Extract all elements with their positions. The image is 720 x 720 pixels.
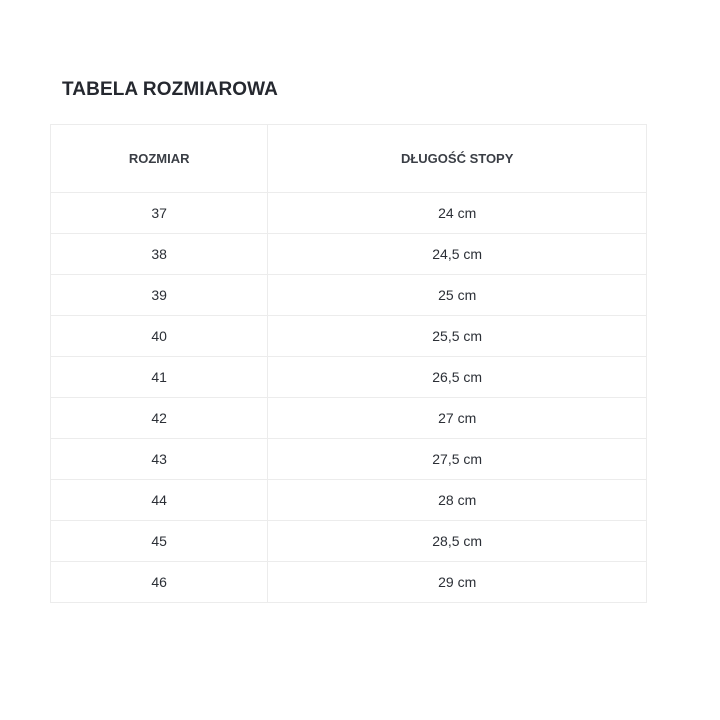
cell-foot-length: 27 cm [268, 398, 647, 439]
table-row [51, 193, 647, 234]
table-row [51, 275, 647, 316]
cell-foot-length: 28 cm [268, 480, 647, 521]
cell-foot-length: 24,5 cm [268, 234, 647, 275]
table-row [51, 398, 647, 439]
cell-foot-length: 25 cm [268, 275, 647, 316]
column-header-foot-length: DŁUGOŚĆ STOPY [268, 125, 647, 193]
table-row [51, 521, 647, 562]
cell-size: 43 [51, 439, 268, 480]
cell-size: 41 [51, 357, 268, 398]
table-row [51, 316, 647, 357]
table-row [51, 234, 647, 275]
cell-foot-length: 27,5 cm [268, 439, 647, 480]
table-header-row [51, 125, 647, 193]
cell-size: 46 [51, 562, 268, 603]
cell-size: 38 [51, 234, 268, 275]
cell-foot-length: 29 cm [268, 562, 647, 603]
cell-size: 42 [51, 398, 268, 439]
cell-size: 45 [51, 521, 268, 562]
size-chart-table [50, 124, 647, 603]
cell-foot-length: 25,5 cm [268, 316, 647, 357]
cell-foot-length: 28,5 cm [268, 521, 647, 562]
table-row [51, 357, 647, 398]
cell-foot-length: 26,5 cm [268, 357, 647, 398]
table-row [51, 562, 647, 603]
column-header-size: ROZMIAR [51, 125, 268, 193]
cell-size: 37 [51, 193, 268, 234]
page-title: TABELA ROZMIAROWA [62, 79, 278, 100]
cell-foot-length: 24 cm [268, 193, 647, 234]
cell-size: 44 [51, 480, 268, 521]
cell-size: 39 [51, 275, 268, 316]
cell-size: 40 [51, 316, 268, 357]
table-row [51, 480, 647, 521]
table-row [51, 439, 647, 480]
